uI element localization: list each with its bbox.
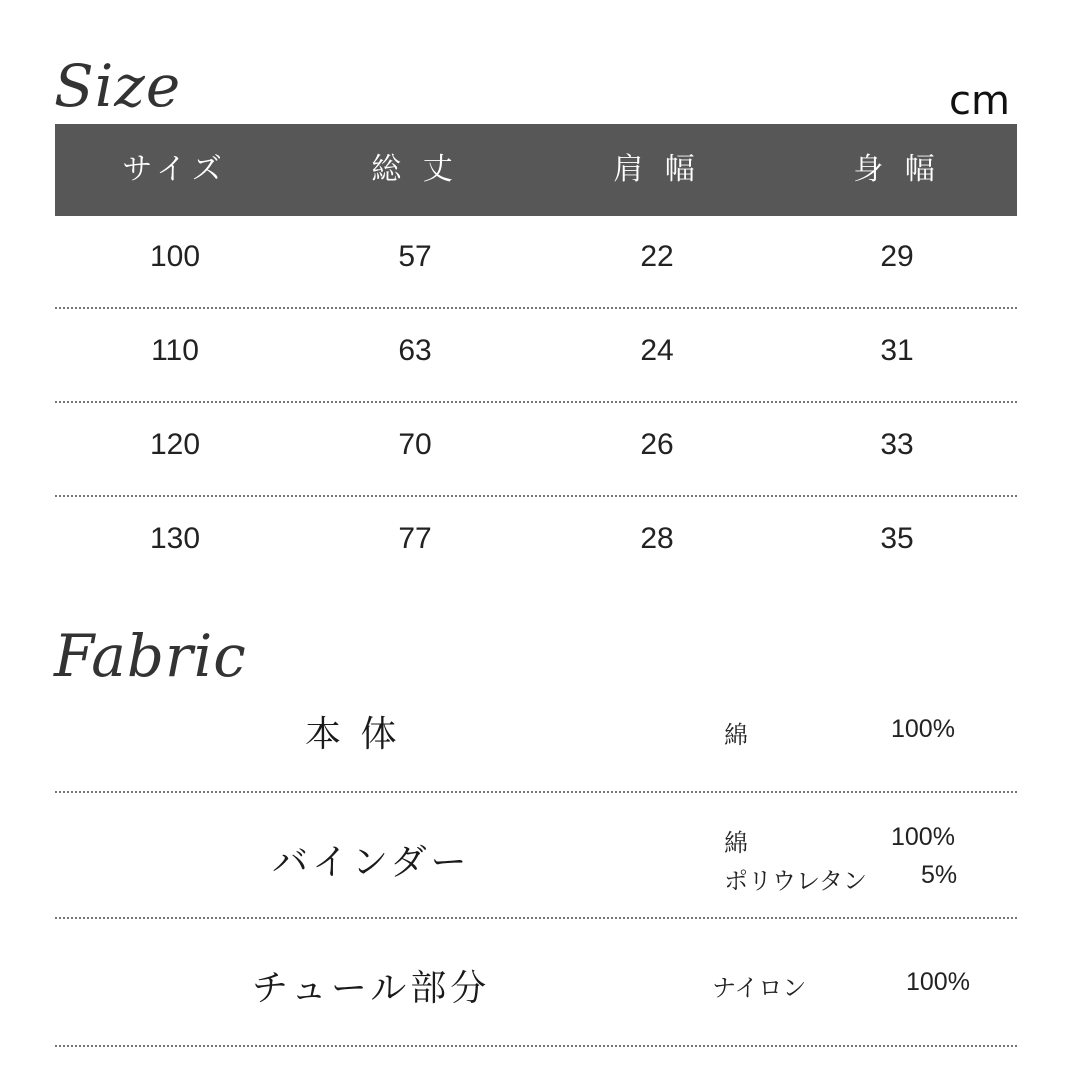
fabric-material: ポリウレタン (724, 867, 868, 895)
fabric-title: Fabric (54, 622, 247, 690)
row-divider (55, 401, 1017, 403)
cell-body-width: 33 (880, 428, 914, 461)
cell-size: 110 (151, 334, 199, 367)
fabric-material: 綿 (724, 829, 748, 857)
row-divider (55, 1045, 1017, 1047)
header-shoulder-width: 肩 幅 (613, 152, 701, 187)
header-body-width: 身 幅 (853, 152, 941, 187)
cell-body-width: 35 (880, 522, 914, 555)
unit-label: cm (949, 78, 1010, 124)
fabric-material: 綿 (724, 721, 748, 749)
cell-body-width: 29 (880, 240, 914, 273)
cell-shoulder-width: 24 (640, 334, 674, 367)
fabric-part-binder: バインダー (272, 842, 471, 883)
fabric-percent: 100% (891, 823, 955, 851)
cell-shoulder-width: 28 (640, 522, 674, 555)
fabric-material: ナイロン (712, 974, 807, 1002)
row-divider (55, 791, 1017, 793)
cell-shoulder-width: 26 (640, 428, 674, 461)
cell-total-length: 63 (398, 334, 432, 367)
cell-body-width: 31 (880, 334, 914, 367)
size-title: Size (54, 52, 182, 120)
header-size: サイズ (122, 152, 228, 187)
fabric-percent: 5% (921, 861, 958, 889)
row-divider (55, 495, 1017, 497)
table-row (55, 334, 1017, 428)
fabric-part-body: 本 体 (305, 714, 401, 755)
cell-size: 120 (149, 428, 201, 461)
cell-total-length: 77 (398, 522, 432, 555)
cell-size: 130 (149, 522, 201, 555)
table-row (55, 240, 1017, 334)
size-table-header (55, 124, 1017, 216)
cell-shoulder-width: 22 (640, 240, 674, 273)
cell-total-length: 57 (398, 240, 432, 273)
cell-total-length: 70 (398, 428, 432, 461)
fabric-percent: 100% (891, 715, 955, 743)
row-divider (55, 307, 1017, 309)
header-total-length: 総 丈 (371, 152, 459, 187)
fabric-percent: 100% (906, 968, 970, 996)
table-row (55, 522, 1017, 616)
row-divider (55, 917, 1017, 919)
table-row (55, 428, 1017, 522)
cell-size: 100 (149, 240, 201, 273)
fabric-part-tulle: チュール部分 (252, 968, 491, 1009)
